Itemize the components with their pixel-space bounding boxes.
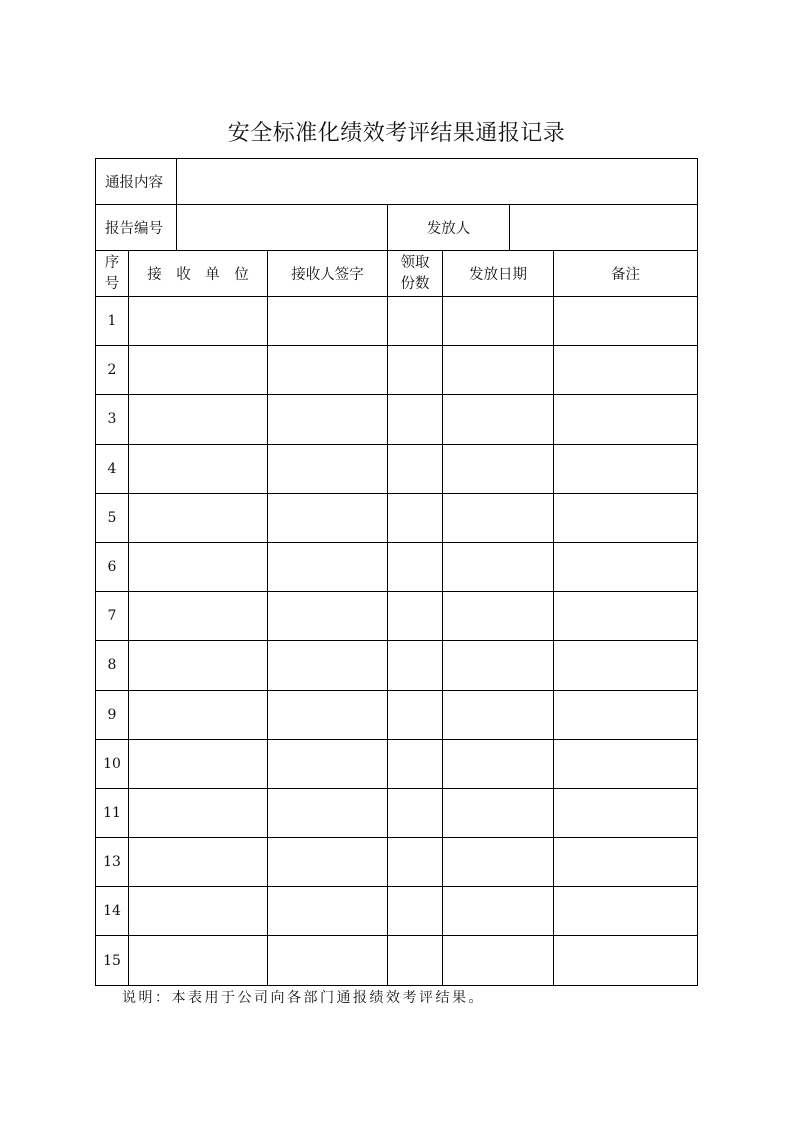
table-header-row <box>96 251 698 297</box>
row-copies[interactable] <box>388 297 443 346</box>
row-date[interactable] <box>443 395 554 444</box>
row-signature[interactable] <box>268 542 388 591</box>
row-unit[interactable] <box>129 297 268 346</box>
row-unit[interactable] <box>129 788 268 837</box>
row-copies[interactable] <box>388 493 443 542</box>
row-seq: 7 <box>96 592 129 641</box>
page-title: 安全标准化绩效考评结果通报记录 <box>227 121 566 146</box>
row-date[interactable] <box>443 542 554 591</box>
row-seq: 1 <box>96 297 129 346</box>
row-remark[interactable] <box>554 838 698 887</box>
row-signature[interactable] <box>268 936 388 985</box>
row-seq: 13 <box>96 838 129 887</box>
row-seq: 6 <box>96 542 129 591</box>
row-unit[interactable] <box>129 493 268 542</box>
header-copies <box>388 251 443 297</box>
row-signature[interactable] <box>268 788 388 837</box>
issuer-field[interactable] <box>510 205 698 251</box>
table-row <box>96 542 698 591</box>
row-copies[interactable] <box>388 690 443 739</box>
table-row <box>96 936 698 985</box>
row-remark[interactable] <box>554 542 698 591</box>
row-unit[interactable] <box>129 641 268 690</box>
row-seq: 5 <box>96 493 129 542</box>
row-remark[interactable] <box>554 444 698 493</box>
row-signature[interactable] <box>268 641 388 690</box>
row-remark[interactable] <box>554 346 698 395</box>
header-signature: 接收人签字 <box>268 251 388 297</box>
table-row <box>96 887 698 936</box>
row-seq: 4 <box>96 444 129 493</box>
row-remark[interactable] <box>554 690 698 739</box>
row-seq: 9 <box>96 690 129 739</box>
table-row <box>96 690 698 739</box>
row-copies[interactable] <box>388 838 443 887</box>
row-date[interactable] <box>443 346 554 395</box>
row-signature[interactable] <box>268 838 388 887</box>
row-unit[interactable] <box>129 542 268 591</box>
row-date[interactable] <box>443 788 554 837</box>
row-copies[interactable] <box>388 395 443 444</box>
table-row <box>96 592 698 641</box>
table-row <box>96 444 698 493</box>
row-copies[interactable] <box>388 346 443 395</box>
row-signature[interactable] <box>268 592 388 641</box>
header-seq <box>96 251 129 297</box>
header-unit: 接 收 单 位 <box>129 251 268 297</box>
row-date[interactable] <box>443 690 554 739</box>
header-copies-text: 领取份数 <box>400 254 430 292</box>
row-remark[interactable] <box>554 493 698 542</box>
row-date[interactable] <box>443 887 554 936</box>
row-seq: 15 <box>96 936 129 985</box>
content-row <box>96 159 698 205</box>
table-row <box>96 346 698 395</box>
row-remark[interactable] <box>554 936 698 985</box>
footnote: 说明：本表用于公司向各部门通报绩效考评结果。 <box>122 990 485 1006</box>
table-row <box>96 641 698 690</box>
row-signature[interactable] <box>268 444 388 493</box>
row-copies[interactable] <box>388 739 443 788</box>
content-field[interactable] <box>177 159 698 205</box>
report-no-field[interactable] <box>177 205 388 251</box>
content-label: 通报内容 <box>96 159 177 205</box>
header-date: 发放日期 <box>443 251 554 297</box>
row-remark[interactable] <box>554 739 698 788</box>
table-row <box>96 838 698 887</box>
row-remark[interactable] <box>554 788 698 837</box>
row-remark[interactable] <box>554 395 698 444</box>
row-signature[interactable] <box>268 887 388 936</box>
row-unit[interactable] <box>129 444 268 493</box>
row-copies[interactable] <box>388 444 443 493</box>
row-unit[interactable] <box>129 346 268 395</box>
row-seq: 2 <box>96 346 129 395</box>
row-date[interactable] <box>443 297 554 346</box>
row-copies[interactable] <box>388 936 443 985</box>
row-seq: 14 <box>96 887 129 936</box>
report-no-label: 报告编号 <box>96 205 177 251</box>
row-date[interactable] <box>443 592 554 641</box>
row-signature[interactable] <box>268 739 388 788</box>
row-unit[interactable] <box>129 690 268 739</box>
header-seq-text: 序号 <box>104 254 120 292</box>
row-signature[interactable] <box>268 493 388 542</box>
row-remark[interactable] <box>554 592 698 641</box>
row-date[interactable] <box>443 444 554 493</box>
table-row <box>96 739 698 788</box>
table-row <box>96 297 698 346</box>
row-date[interactable] <box>443 641 554 690</box>
row-signature[interactable] <box>268 297 388 346</box>
row-unit[interactable] <box>129 936 268 985</box>
row-unit[interactable] <box>129 838 268 887</box>
report-row <box>96 205 698 251</box>
row-copies[interactable] <box>388 592 443 641</box>
row-date[interactable] <box>443 739 554 788</box>
table-row <box>96 493 698 542</box>
row-seq: 11 <box>96 788 129 837</box>
row-remark[interactable] <box>554 297 698 346</box>
distribution-table <box>95 250 698 986</box>
row-date[interactable] <box>443 936 554 985</box>
row-signature[interactable] <box>268 346 388 395</box>
row-signature[interactable] <box>268 690 388 739</box>
header-info-table <box>95 158 698 251</box>
table-row <box>96 395 698 444</box>
table-row <box>96 788 698 837</box>
header-remark: 备注 <box>554 251 698 297</box>
row-remark[interactable] <box>554 641 698 690</box>
row-remark[interactable] <box>554 887 698 936</box>
row-seq: 8 <box>96 641 129 690</box>
row-copies[interactable] <box>388 641 443 690</box>
row-date[interactable] <box>443 838 554 887</box>
row-seq: 10 <box>96 739 129 788</box>
row-unit[interactable] <box>129 887 268 936</box>
row-copies[interactable] <box>388 788 443 837</box>
row-date[interactable] <box>443 493 554 542</box>
row-seq: 3 <box>96 395 129 444</box>
row-copies[interactable] <box>388 542 443 591</box>
issuer-label: 发放人 <box>388 205 510 251</box>
row-unit[interactable] <box>129 395 268 444</box>
row-unit[interactable] <box>129 739 268 788</box>
row-unit[interactable] <box>129 592 268 641</box>
row-copies[interactable] <box>388 887 443 936</box>
row-signature[interactable] <box>268 395 388 444</box>
